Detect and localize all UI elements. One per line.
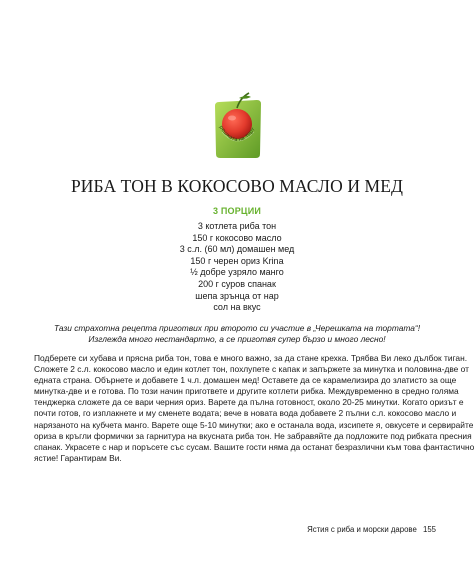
method-line: ястие! Гарантирам Ви.	[34, 452, 122, 463]
ingredient-item: шепа зрънца от нар	[195, 290, 279, 301]
method-line: спанак. Украсете с нар и поръсете със сусам. Вашите гости няма да останат безразлични към това фантастично	[34, 441, 474, 452]
method-line: Сложете 2 с.л. кокосово масло и един котлет тон, похлупете с капак и запържете за минутка и половина-две от	[34, 364, 469, 375]
recipe-method	[34, 353, 474, 464]
ingredient-item: 150 г кокосово масло	[192, 232, 282, 243]
page-number: 155	[422, 525, 436, 534]
page-footer	[307, 525, 436, 534]
footer-section: Ястия с риба и морски дарове	[307, 525, 417, 534]
method-line: едната страна. Обърнете и добавете 1 ч.л. домашен мед! Оставете да се карамелизира до златисто за още	[34, 375, 457, 386]
ingredient-item: сол на вкус	[213, 302, 261, 313]
ingredient-item: 3 котлета риба тон	[197, 221, 277, 231]
ingredient-item: 200 г суров спанак	[198, 278, 276, 289]
ingredient-item: 3 с.л. (60 мл) домашен мед	[179, 244, 295, 255]
ingredient-item: 150 г черен ориз Krina	[190, 255, 284, 266]
ingredient-item: ½ добре узряло манго	[190, 267, 284, 278]
method-line: почти готов, го изплакнете и му сменете водата; вече в новата вода добавете 2 пълни с.л. кокосово масло и	[34, 408, 457, 419]
recipe-intro	[40, 323, 434, 346]
intro-line: Изглежда много нестандартно, а се приготвя супер бързо и много лесно!	[88, 334, 386, 345]
portions-label: 3 ПОРЦИИ	[212, 206, 262, 216]
method-line: минутка-две и е готова. По този начин пригответе и другите котлети рибка. Междувременно в средно голяма	[34, 386, 459, 397]
recipe-title: РИБА ТОН В КОКОСОВО МАСЛО И МЕД	[70, 176, 404, 196]
ingredient-list	[0, 221, 474, 314]
intro-line: Тази страхотна рецепта приготвих при второто си участие в „Черешката на тортата“!	[53, 323, 421, 333]
logo-text: решката на торт	[217, 124, 257, 144]
method-line: Подберете си хубава и прясна риба тон, това е много важно, за да стане крехка. Трябва Ви леко дълбок тиган.	[34, 353, 468, 363]
method-line: тенджерка сложете да се вари черния ориз. Варете да пълна готовност, около 20-25 минутки. Когато оризът е	[34, 397, 464, 408]
method-line: ориза в кръгли формички за гарнитура на вкусната риба тон. Не забравяйте да подложите под рибката пресния	[34, 430, 472, 441]
method-line: нарязаното на кубчета манго. Варете още 5-10 минутки; ако е останала вода, изсипете я, овкусете и сервирайте	[34, 419, 474, 430]
cherry-logo-icon	[213, 88, 263, 160]
